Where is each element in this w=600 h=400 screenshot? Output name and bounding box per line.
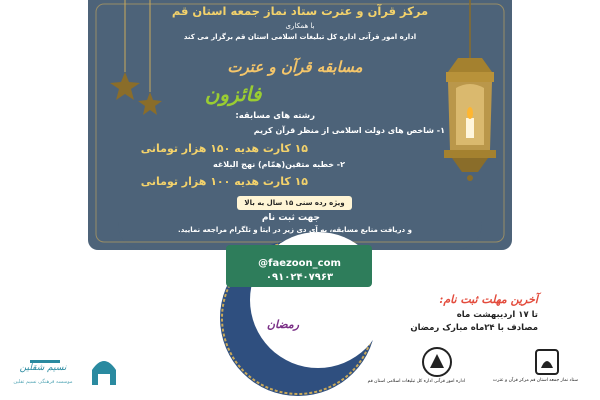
registration-text: و دریافت منابع مسابقه، به آی دی زیر در ایتا و تلگرام مراجعه نمایید.	[178, 226, 412, 234]
logo-left-caption: اداره امور قرآنی اداره کل تبلیغات اسلامی استان قم	[367, 379, 465, 384]
festival-name: فائزون	[204, 82, 262, 106]
brand-subtitle: موسسه فرهنگی نسیم ثقلین	[13, 379, 73, 385]
logo-right-caption: ستاد نماز جمعه استان قم مرکز قرآن و عترت	[492, 378, 578, 383]
logo-left-emblem	[423, 348, 451, 376]
prize-2: ۱۵ کارت هدیه ۱۰۰ هزار تومانی	[140, 175, 308, 188]
deadline-coincides: مصادف با ۲۴ماه مبارک رمضان	[410, 323, 538, 333]
age-note-badge: ویژه رده سنی ۱۵ سال به بالا	[237, 196, 352, 210]
ramadan-lettering: رمضان	[266, 318, 300, 331]
organizer-line: اداره امور قرآنی اداره کل تبلیغات اسلامی استان قم برگزار می کند	[183, 33, 417, 41]
with-cooperation-text: با همکاری	[285, 22, 315, 30]
org-title: مرکز قرآن و عترت ستاد نماز جمعه استان قم	[171, 4, 429, 18]
prize-1: ۱۵ کارت هدیه ۱۵۰ هزار تومانی	[140, 142, 308, 155]
star-icon	[110, 72, 140, 100]
fields-heading: رشته های مسابقه:	[235, 111, 315, 121]
social-handle-link[interactable]: @faezoon_com	[258, 258, 341, 269]
field-item-2: ۲- خطبه متقین(همّام) نهج البلاغه	[212, 160, 345, 169]
lantern-icon	[444, 58, 496, 181]
deadline-title: آخرین مهلت ثبت نام:	[439, 293, 538, 306]
phone-number[interactable]: ۰۹۱۰۲۴۰۷۹۶۳	[265, 272, 334, 283]
star-icon	[138, 92, 162, 115]
logo-right-emblem	[536, 350, 558, 374]
brand-name: نسیم شقلین	[19, 363, 67, 373]
registration-title: جهت ثبت نام	[261, 213, 320, 223]
field-item-1: ۱- شاخص های دولت اسلامی از منظر قرآن کریم	[253, 126, 445, 135]
deadline-date: تا ۱۷ اردیبهشت ماه	[456, 310, 538, 320]
competition-name: مسابقه قرآن و عترت	[227, 58, 363, 76]
mosque-emblem	[92, 361, 116, 385]
